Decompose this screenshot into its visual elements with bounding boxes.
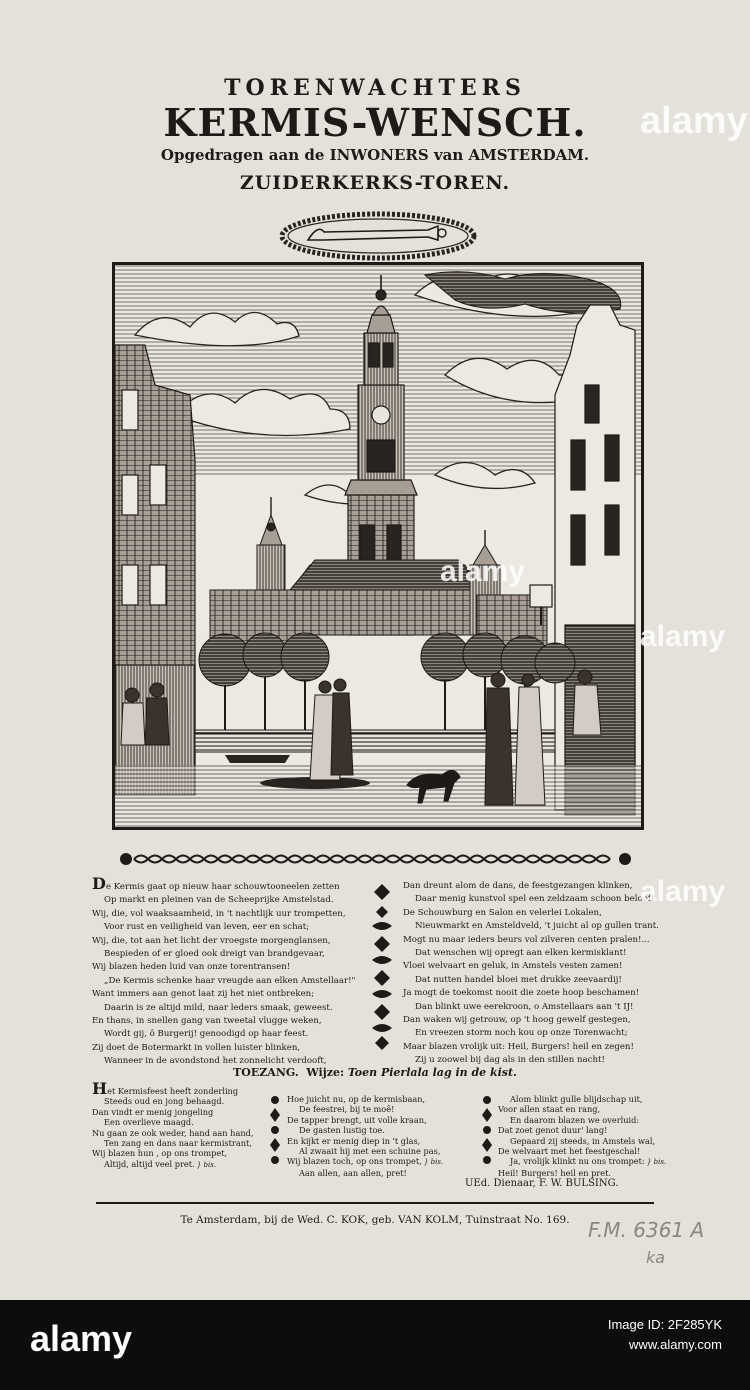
watermark: alamy (640, 100, 748, 142)
toezang-heading: TOEZANG. Wijze: Toen Pierlala lag in de kist. (233, 1066, 517, 1079)
song-drop-cap: H (92, 1079, 108, 1098)
song-line: Gepaard zij steeds, in Amstels wal, (510, 1135, 656, 1146)
watermark: alamy (640, 875, 726, 908)
image-id: Image ID: 2F285YK www.alamy.com (607, 1317, 722, 1352)
pencil-annotation (588, 1213, 713, 1268)
watermark: alamy (640, 620, 726, 653)
poem-right-line: Dan dreunt alom de dans, de feestgezangen klinken, (403, 881, 633, 891)
song-line: De feestrei, bij te moê! (299, 1104, 395, 1115)
poem-right-line: Dat nutten handel bloei met drukke zeevaardij! (415, 974, 622, 985)
ornament-column-icon (268, 1094, 282, 1170)
divider-rule (96, 1202, 654, 1204)
poem-right-line: Maar blazen vrolijk uit: Heil, Burgers! heil en zegen! (403, 1041, 634, 1052)
poem-left-line: Want immers aan genot laat zij het niet ontbreken; (92, 989, 315, 1000)
song-line: Heil! Burgers! heil en pret. (498, 1167, 611, 1178)
ornament-column-icon (480, 1094, 494, 1170)
song-column-2 (287, 1094, 443, 1178)
song-line: Ten zang en dans naar kermistrant, (104, 1138, 252, 1149)
poem-right-line: Mogt nu maar ieders beurs vol zilveren centen pralen!... (403, 934, 650, 945)
song-line: En kijkt er menig diep in 't glas, (287, 1135, 421, 1146)
poem-right-line: Dan waken wij getrouw, op 't hoog gewelf gestegen, (403, 1015, 631, 1026)
poem-left-line: Wij blazen heden luid van onze torentransen! (92, 962, 291, 973)
ornament-divider-icon (118, 851, 633, 867)
poem-left-line: Wanneer in de avondstond het zonnelicht verdooft, (104, 1056, 327, 1067)
song-line: Al zwaait hij met een schuine pas, (299, 1146, 441, 1157)
poem-right-line: Daar menig kunstvol spel een zeldzaam schoon belooft. (415, 894, 658, 905)
song-line: De welvaart met het feestgeschal! (498, 1146, 641, 1157)
poem-right-line: Zij u zoowel bij dag als in den stillen nacht! (415, 1055, 605, 1066)
stock-footer (0, 1300, 750, 1390)
poem-left-line: Zij doet de Botermarkt in vollen luister blinken, (92, 1042, 301, 1053)
poem-right-line: Dat wenschen wij opregt aan elken kermisklant! (415, 948, 627, 959)
song-line: Nu gaan ze ook weder, hand aan hand, (92, 1127, 254, 1138)
poem-left-line: Voor rust en veiligheid van leven, eer en schat; (104, 922, 310, 933)
song-line: Een overlieve maagd. (104, 1117, 194, 1128)
song-line: Wij blazen hun , op ons trompet, (92, 1148, 228, 1159)
song-line: Dan vindt er menig jongeling (92, 1106, 214, 1117)
svg-text:F.M. 6361 A: F.M. 6361 A (588, 1218, 705, 1242)
song-column-1 (92, 1079, 254, 1170)
bis-marker: } bis. (194, 1160, 217, 1169)
song-line: Steeds oud en jong behaagd. (104, 1096, 225, 1107)
poem-left-line: En thans, in snellen gang van tweetal vlugge weken, (92, 1016, 322, 1027)
poem-left-line: Wij, die, tot aan het licht der vroegste morgenglansen, (92, 935, 331, 946)
song-line: Altijd, altijd veel pret. } bis. (104, 1158, 217, 1169)
title-line-1: TORENWACHTERS (224, 75, 526, 101)
zuiderkerk-woodcut-illustration (112, 262, 644, 830)
ornament-column-icon (368, 880, 396, 1052)
song-line: De gasten lustig toe. (299, 1125, 385, 1136)
bis-marker: } bis. (421, 1158, 444, 1167)
poem-left-column (92, 874, 356, 1069)
poem-left-line: Daarin is ze altijd mild, naar leders smaak, geweest. (104, 1002, 333, 1013)
printer-imprint: Te Amsterdam, bij de Wed. C. KOK, geb. VAN KOLM, Tuinstraat No. 169. (180, 1214, 570, 1226)
signature: UEd. Dienaar, F. W. BULSING. (465, 1178, 619, 1189)
title-main: KERMIS-WENSCH. (163, 100, 587, 145)
song-first-line: Het Kermisfeest heeft zonderling (92, 1079, 239, 1098)
watermark: alamy (440, 555, 526, 588)
song-line: Aan allen, aan allen, pret! (299, 1167, 407, 1178)
poem-right-line: Ja mogt de toekomst nooit die zoete hoop beschamen! (403, 988, 640, 999)
song-line: Hoe juicht nu, op de kermisbaan, (287, 1094, 426, 1104)
poem-left-line: Wordt gij, ô Burgerij! genoodigd op haar feest. (104, 1029, 309, 1040)
poem-right-line: Vloei welvaart en geluk, in Amstels vesten zamen! (403, 961, 623, 972)
brand-logo: alamy (30, 1318, 133, 1359)
poem-left-line: „De Kermis schenke haar vreugde aan elken Amstellaar!" (104, 975, 356, 986)
drop-cap: D (92, 874, 106, 893)
song-line: Dat zoet genot duur' lang! (498, 1125, 608, 1136)
poem-right-line: De Schouwburg en Salon en velerlei Lokalen, (403, 907, 602, 918)
svg-text:ka: ka (646, 1248, 666, 1267)
bis-marker: } bis. (644, 1158, 667, 1167)
poem-left-line: Bespieden of er gloed ook dreigt van brandgevaar, (104, 949, 325, 960)
poem-right-line: En vreezen storm noch kou op onze Torenwacht; (415, 1028, 628, 1039)
poem-left-line: Op markt en pleinen van de Scheeprijke Amstelstad. (104, 895, 334, 906)
poem-left-first-line: De Kermis gaat op nieuw haar schouwtooneelen zetten (92, 874, 340, 893)
song-line: Wij blazen toch, op ons trompet, } bis. (287, 1156, 444, 1167)
trumpet-wreath-icon (278, 210, 478, 262)
poem-right-line: Nieuwmarkt en Amsteldveld, 't juicht al op gullen trant. (415, 921, 659, 932)
song-line: Alom blinkt gulle blijdschap uit, (510, 1094, 643, 1104)
dedication: Opgedragen aan de INWONERS van AMSTERDAM. (160, 146, 590, 164)
song-line: Ja, vrolijk klinkt nu ons trompet: } bis. (510, 1156, 667, 1167)
song-line: De tapper brengt, uit volle kraan, (287, 1114, 427, 1125)
poem-right-line: Dan blinkt uwe eerekroon, o Amstellaars aan 't IJ! (415, 1001, 634, 1012)
song-column-3 (498, 1094, 666, 1178)
poem-right-column (403, 880, 659, 1068)
subtitle-tower: ZUIDERKERKS-TOREN. (239, 172, 511, 194)
poem-left-line: Wij, die, vol waaksaamheid, in 't nachtlijk uur trompetten, (92, 908, 346, 919)
song-line: En daarom blazen we overluid: (510, 1114, 640, 1125)
song-line: Voor allen staat en rang, (498, 1104, 601, 1115)
